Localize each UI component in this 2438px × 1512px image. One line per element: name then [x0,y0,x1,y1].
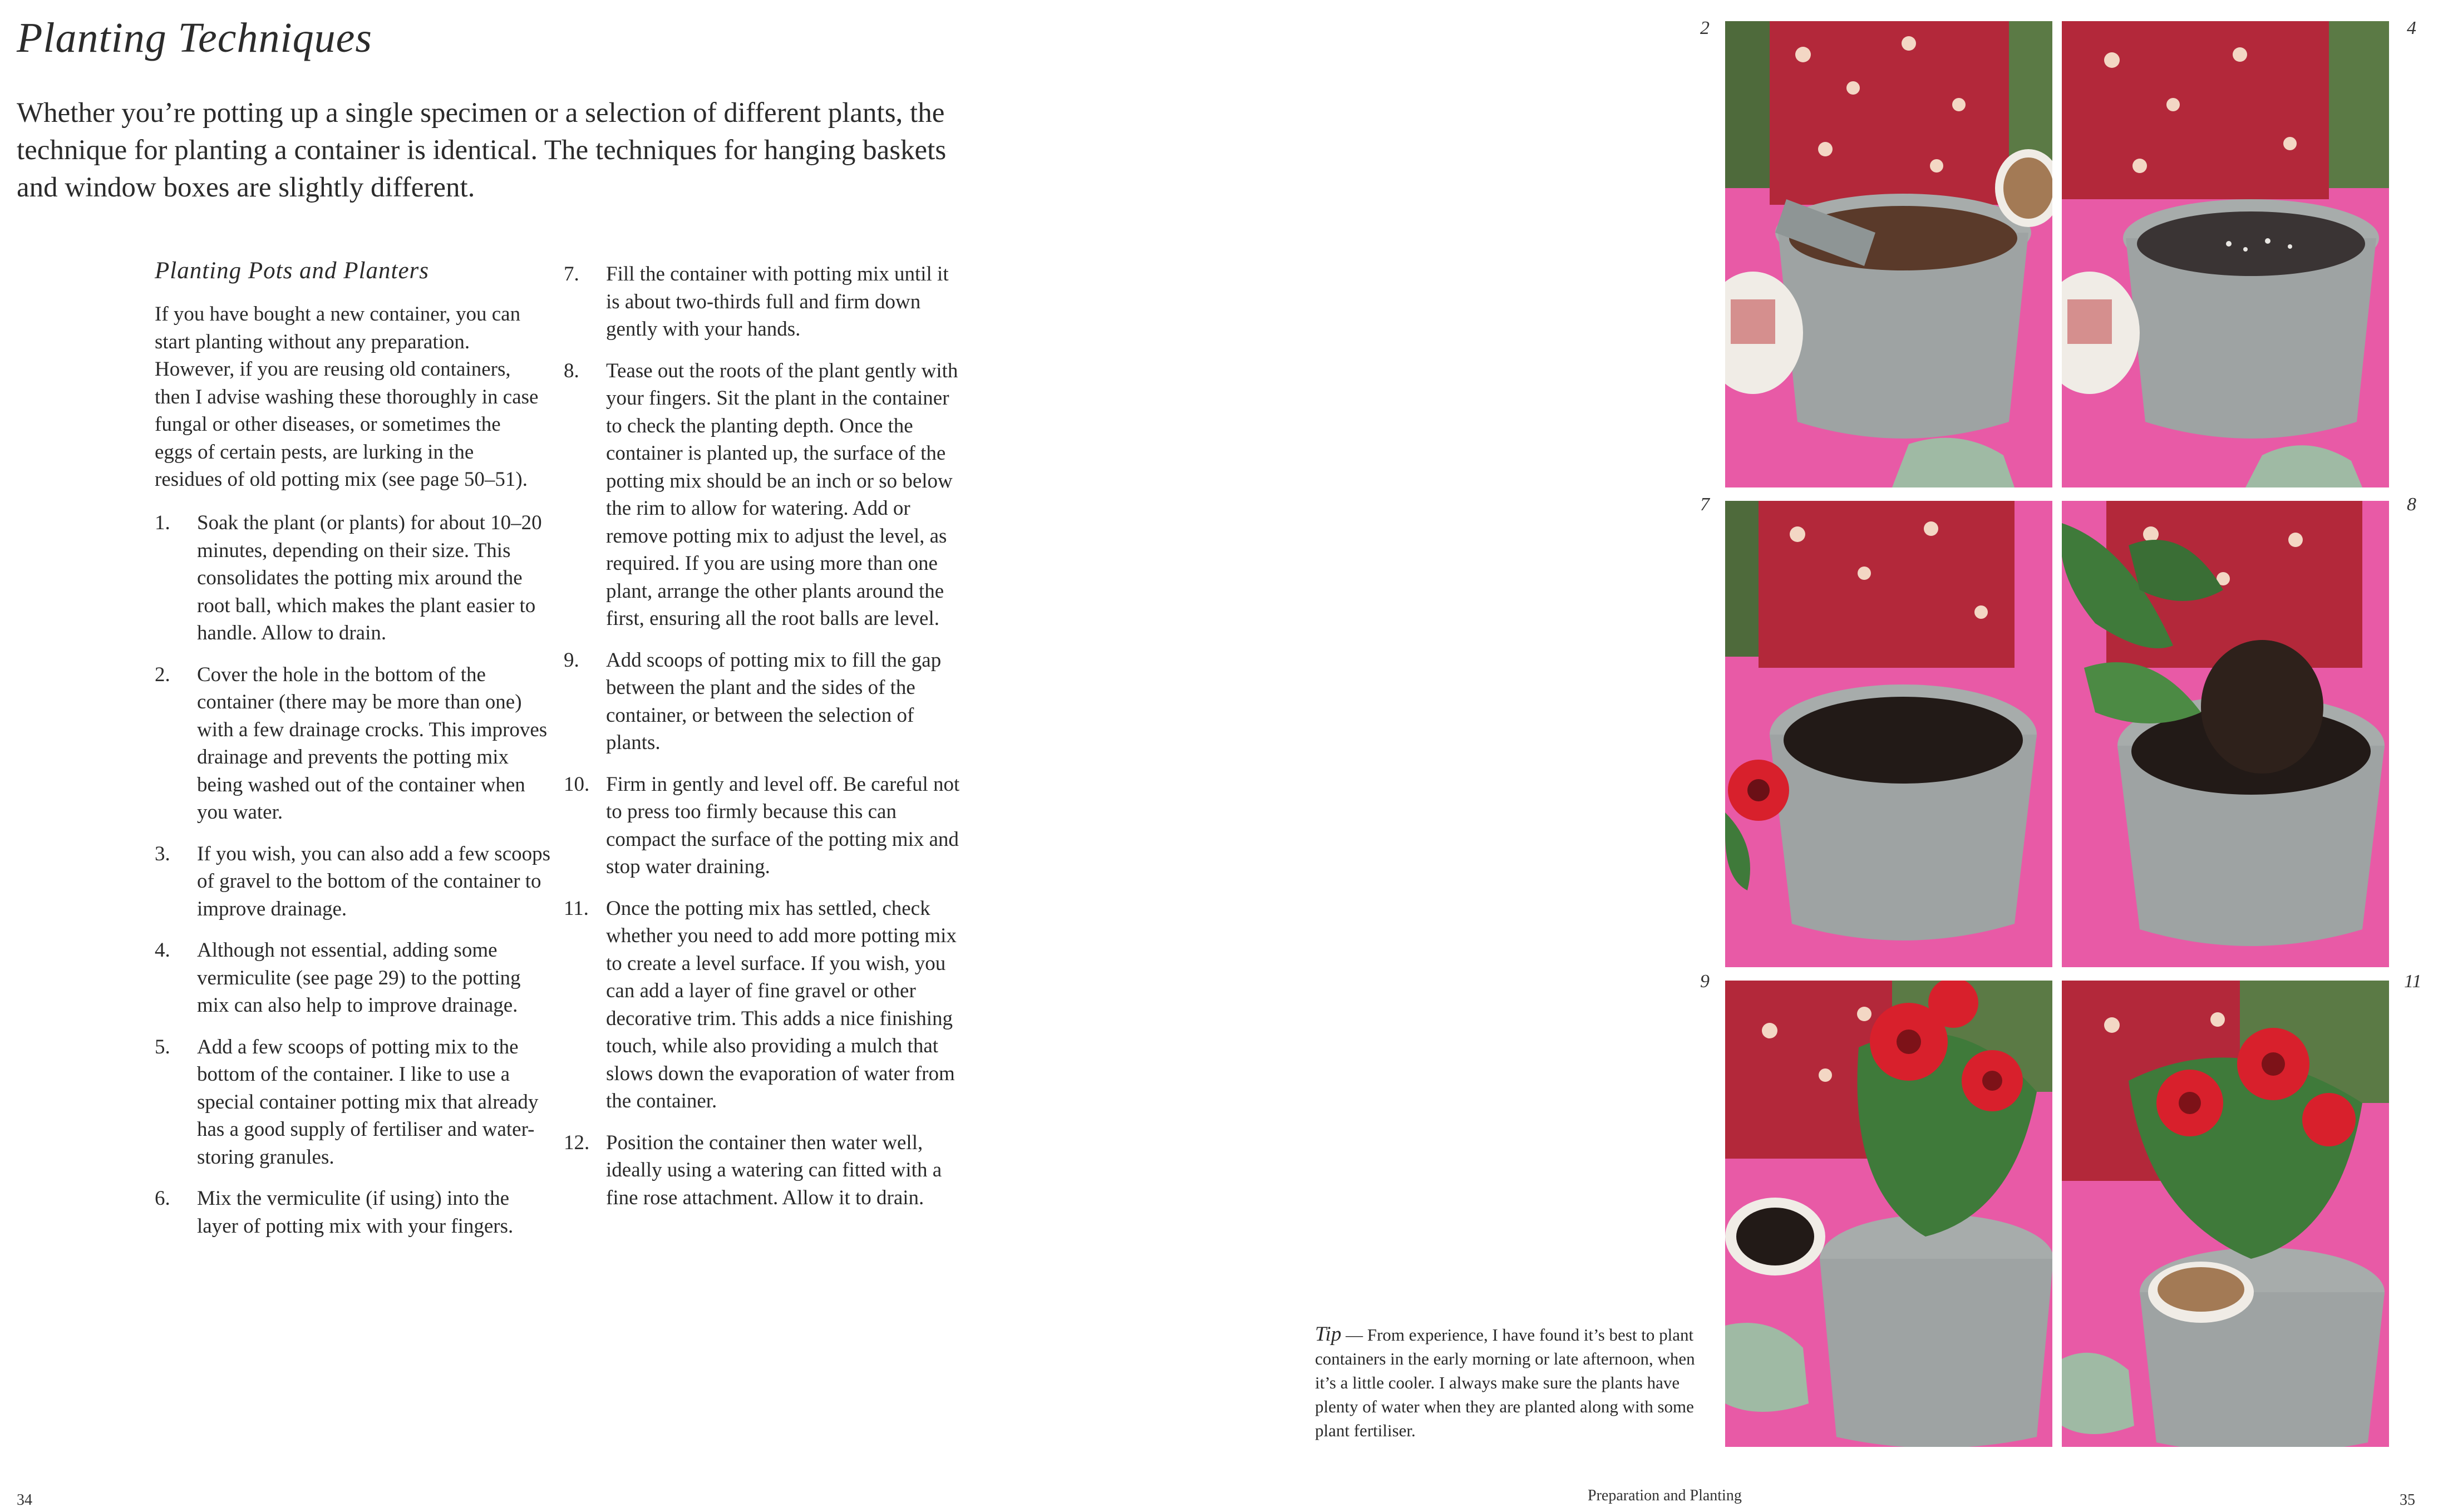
list-item [564,260,964,343]
photo-label: 8 [2407,494,2416,515]
list-item [564,771,964,881]
step-text: Add a few scoops of potting mix to the bottom of the container. I like to use a special container potting mix that already has a good supply of fertiliser and water-storing granules. [197,1035,539,1169]
photo-label: 9 [1700,971,1710,992]
steps-column-left [155,509,553,1254]
step-number: 9. [564,648,579,672]
step-text: Position the container then water well, ideally using a watering can fitted with a fine rose attachment. Allow it to drain. [606,1131,942,1209]
step-text: If you wish, you can also add a few scoops of gravel to the bottom of the container to improve drainage. [197,842,551,920]
list-item [155,840,553,923]
step-text: Soak the plant (or plants) for about 10–20 minutes, depending on their size. This consolidates the potting mix around the root ball, which makes the plant easier to handle. Allow to drain. [197,511,542,644]
running-footer: Preparation and Planting [1588,1487,1742,1504]
photo-label: 4 [2407,18,2416,38]
tip-box [1315,1322,1705,1442]
step-number: 12. [564,1131,590,1154]
step-number: 5. [155,1035,170,1058]
tip-text: — From experience, I have found it’s best to plant containers in the early morning or late afternoon, when it’s a little cooler. I always make sure the plants have plenty of water when they are planted along with some plant fertiliser. [1315,1325,1695,1440]
photo-label: 2 [1700,18,1710,38]
section-heading: Planting Pots and Planters [155,258,430,284]
step-text: Fill the container with potting mix until it is about two-thirds full and firm down gently with your hands. [606,263,949,341]
tip-label: Tip [1315,1323,1342,1346]
step-number: 10. [564,772,590,796]
list-item [155,1033,553,1171]
list-item [155,1185,553,1240]
step-number: 4. [155,939,170,962]
step-photo-placing-plant [2062,501,2389,967]
step-text: Although not essential, adding some vermiculite (see page 29) to the potting mix can also help to improve drainage. [197,939,521,1017]
list-item [564,895,964,1115]
step-number: 3. [155,842,170,865]
photo-label: 11 [2404,971,2422,992]
list-item [155,509,553,647]
step-number: 8. [564,359,579,382]
photo-label: 7 [1700,494,1710,515]
list-item [155,937,553,1020]
step-number: 2. [155,663,170,686]
step-number: 1. [155,511,170,534]
step-photo-pot-with-crocks [1725,21,2052,487]
list-item [564,647,964,757]
intro-paragraph: Whether you’re potting up a single specimen or a selection of different plants, the technique for planting a container is identical. The techniques for hanging baskets and window boxes are slightly different. [17,97,947,203]
step-text: Mix the vermiculite (if using) into the layer of potting mix with your fingers. [197,1187,514,1238]
step-text: Firm in gently and level off. Be careful not to press too firmly because this can compact the surface of the potting mix and stop water draining. [606,772,960,878]
steps-column-right [564,260,964,1225]
step-text: Cover the hole in the bottom of the container (there may be more than one) with a few drainage crocks. This improves drainage and prevents the potting mix being washed out of the container when you water. [197,663,548,824]
list-item [155,661,553,826]
list-item [564,357,964,633]
step-photo-adding-vermiculite [2062,21,2389,487]
step-number: 6. [155,1187,170,1210]
step-photo-adding-gravel-trim [2062,981,2389,1447]
page-number-left: 34 [17,1491,32,1509]
step-text: Tease out the roots of the plant gently with your fingers. Sit the plant in the container to check the planting depth. Once the container is planted up, the surface of the potting mix should be an inch or so below the rim to allow for watering. Add or remove potting mix to adjust the level, as required. If you are using more than one plant, arrange the other plants around the first, ensuring all the root balls are level. [606,359,958,630]
page-title: Planting Techniques [17,14,372,61]
step-photo-adding-potting-mix-around-plant [1725,981,2052,1447]
page-number-right: 35 [2400,1491,2415,1509]
list-item [564,1129,964,1212]
step-number: 7. [564,263,579,285]
step-photo-filled-with-potting-mix [1725,501,2052,967]
step-number: 11. [564,897,589,920]
step-text: Once the potting mix has settled, check whether you need to add more potting mix to create a level surface. If you wish, you can add a layer of fine gravel or other decorative trim. This adds a nice finishing touch, while also providing a mulch that slows down the evaporation of water from the container. [606,897,957,1112]
step-text: Add scoops of potting mix to fill the gap between the plant and the sides of the container, or between the selection of plants. [606,648,942,754]
section-intro: If you have bought a new container, you can start planting without any preparation. However, if you are reusing old containers, then I advise washing these thoroughly in case fungal or other diseases, or sometimes the eggs of certain pests, are lurking in the residues of old potting mix (see page 50–51). [155,303,539,491]
